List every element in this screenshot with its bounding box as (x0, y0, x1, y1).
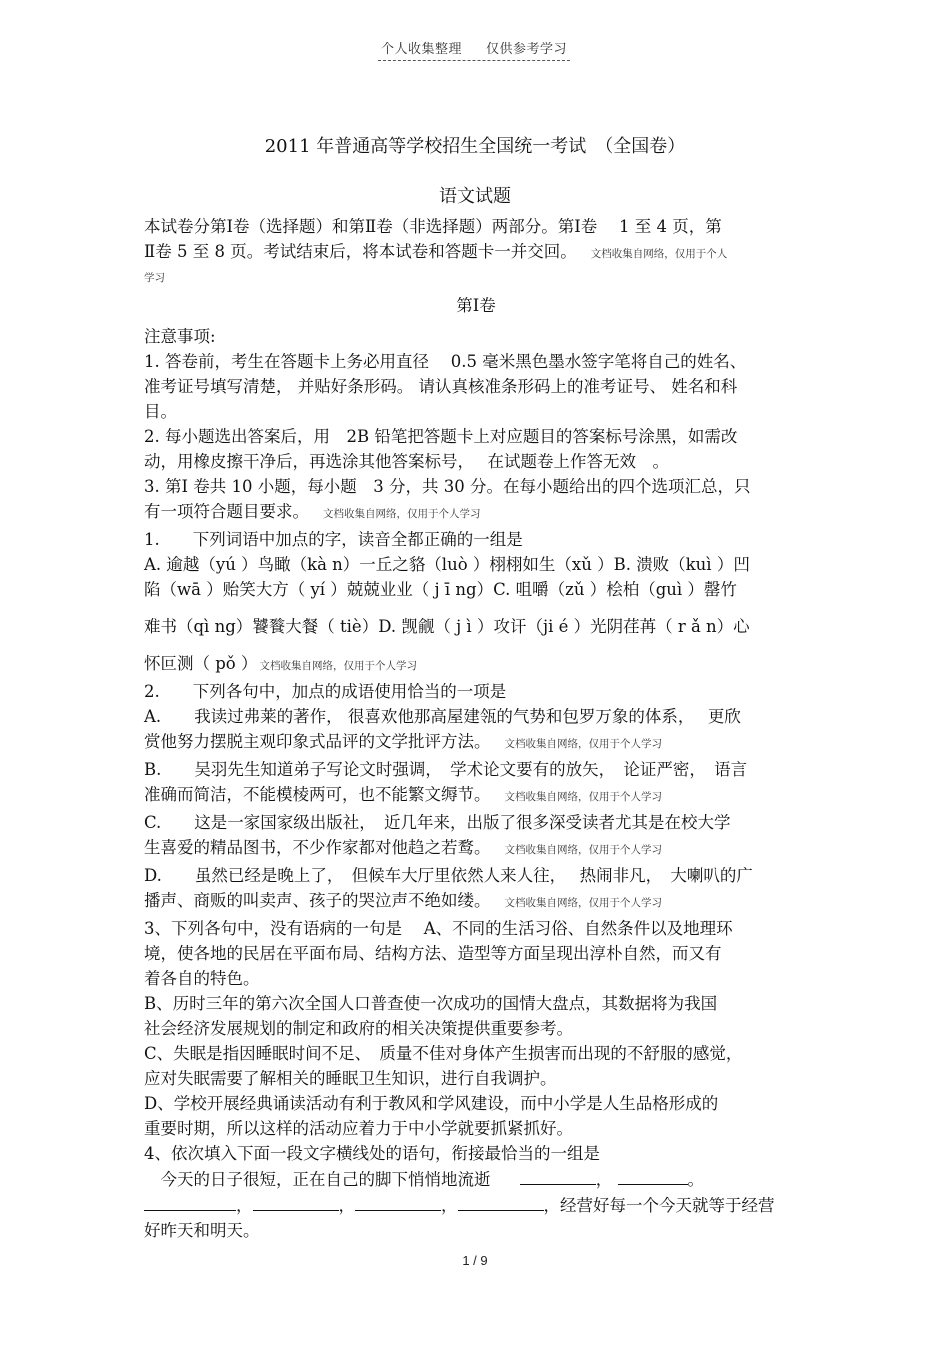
page-number: 1 / 9 (462, 1253, 488, 1268)
question-3-option-b: B、历时三年的第六次全国人口普查使一次成功的国情大盘点，其数据将为我国 (144, 994, 718, 1013)
question-1-options-end: 怀叵测（ pǒ ） 文档收集自网络，仅用于个人学习 (144, 654, 417, 673)
question-2-stem: 2. 下列各句中，加点的成语使用恰当的一项是 (144, 682, 507, 701)
question-3-option-c-cont: 应对失眠需要了解相关的睡眠卫生知识，进行自我调护。 (144, 1069, 557, 1088)
watermark-note: 文档收集自网络，仅用于个人学习 (504, 791, 662, 803)
question-2-option-c: C. 这是一家国家级出版社， 近几年来，出版了很多深受读者尤其是在校大学 (144, 813, 731, 832)
question-3-option-a: 境，使各地的民居在平面布局、结构方法、造型等方面呈现出淳朴自然，而又有 (144, 944, 722, 963)
question-1-options: 难书（qì ng）饕餮大餐（ tiè）D. 觊觎（ j ì ）攻讦（ji é ）光阴荏苒（ r ǎ n）心 (144, 617, 750, 636)
fill-blank (458, 1192, 544, 1211)
question-4-passage-cont: ， ， ， ，经营好每一个今天就等于经营 (144, 1192, 808, 1218)
intro-note-tail: 学习 (144, 272, 165, 284)
notice-2-cont: 动，用橡皮擦干净后，再选涂其他答案标号， 在试题卷上作答无效 。 (144, 452, 669, 471)
watermark-note: 文档收集自网络，仅用于个人学习 (504, 897, 662, 909)
notice-1-cont: 准考证号填写清楚， 并贴好条形码。 请认真核准条形码上的准考证号、 姓名和科 (144, 377, 738, 396)
document-title: 2011 年普通高等学校招生全国统一考试 （全国卷） (264, 136, 686, 157)
watermark-note: 文档收集自网络，仅用于个人学习 (504, 844, 662, 856)
question-2-option-b-cont: 准确而简洁，不能模棱两可，也不能繁文缛节。 文档收集自网络，仅用于个人学习 (144, 785, 662, 804)
question-3-option-a-end: 着各自的特色。 (144, 969, 260, 988)
notice-2: 2. 每小题选出答案后，用 2B 铅笔把答题卡上对应题目的答案标号涂黑，如需改 (144, 427, 738, 446)
watermark-note: 文档收集自网络，仅用于个人学习 (259, 660, 417, 672)
fill-blank (618, 1166, 688, 1185)
question-3-option-c: C、失眠是指因睡眠时间不足、 质量不佳对身体产生损害而出现的不舒服的感觉， (144, 1044, 743, 1063)
fill-blank (253, 1192, 339, 1211)
watermark-note: 文档收集自网络，仅用于个人学习 (323, 508, 481, 520)
question-4-passage-end: 好昨天和明天。 (144, 1221, 260, 1240)
question-1-stem: 1. 下列词语中加点的字，读音全都正确的一组是 (144, 530, 523, 549)
question-3-option-b-cont: 社会经济发展规划的制定和政府的相关决策提供重要参考。 (144, 1019, 573, 1038)
document-body (144, 214, 808, 1243)
fill-blank (520, 1166, 596, 1185)
page-header (378, 38, 570, 61)
fill-blank (144, 1192, 236, 1211)
header-left: 个人收集整理 (380, 42, 462, 57)
question-3-option-d-cont: 重要时期，所以这样的活动应着力于中小学就要抓紧抓好。 (144, 1119, 573, 1138)
intro-line-2: Ⅱ卷 5 至 8 页。考试结束后，将本试卷和答题卡一并交回。 文档收集自网络，仅用于个人 (144, 242, 728, 261)
question-3-option-d: D、学校开展经典诵读活动有利于教风和学风建设，而中小学是人生品格形成的 (144, 1094, 719, 1113)
question-2-option-b: B. 吴羽先生知道弟子写论文时强调， 学术论文要有的放矢， 论证严密， 语言 (144, 760, 748, 779)
question-2-option-d-cont: 播声、商贩的叫卖声、孩子的哭泣声不绝如缕。 文档收集自网络，仅用于个人学习 (144, 891, 662, 910)
question-2-option-c-cont: 生喜爱的精品图书，不少作家都对他趋之若鹜。 文档收集自网络，仅用于个人学习 (144, 838, 662, 857)
notice-3-cont: 有一项符合题目要求。 文档收集自网络，仅用于个人学习 (144, 502, 481, 521)
question-4-passage: 今天的日子很短，正在自己的脚下悄悄地流逝 ， 。 (144, 1166, 808, 1192)
question-4-stem: 4、依次填入下面一段文字横线处的语句，衔接最恰当的一组是 (144, 1144, 600, 1163)
question-2-option-d: D. 虽然已经是晚上了， 但候车大厅里依然人来人往， 热闹非凡， 大喇叭的广 (144, 866, 753, 885)
attention-heading: 注意事项: (144, 327, 216, 346)
document-subtitle: 语文试题 (439, 186, 511, 207)
question-1-options: A. 逾越（yú ）鸟瞰（kà n）一丘之貉（luò ）栩栩如生（xǔ ）B. 溃败（kuì ）凹 (144, 555, 750, 574)
notice-3: 3. 第Ⅰ 卷共 10 小题，每小题 3 分，共 30 分。在每小题给出的四个选项汇总，只 (144, 477, 751, 496)
notice-1: 1. 答卷前，考生在答题卡上务必用直径 0.5 毫米黑色墨水签字笔将自己的姓名、 (144, 352, 747, 371)
intro-line: 本试卷分第Ⅰ卷（选择题）和第Ⅱ卷（非选择题）两部分。第Ⅰ卷 1 至 4 页，第 (144, 217, 722, 236)
section-title: 第Ⅰ卷 (456, 296, 496, 315)
question-2-option-a: A. 我读过弗莱的著作， 很喜欢他那高屋建瓴的气势和包罗万象的体系， 更欣 (144, 707, 741, 726)
fill-blank (355, 1192, 441, 1211)
notice-1-end: 目。 (144, 402, 177, 421)
watermark-note: 文档收集自网络，仅用于个人学习 (504, 738, 662, 750)
header-right: 仅供参考学习 (486, 42, 568, 57)
question-2-option-a-cont: 赏他努力摆脱主观印象式品评的文学批评方法。 文档收集自网络，仅用于个人学习 (144, 732, 662, 751)
question-3-stem: 3、下列各句中，没有语病的一句是 A、不同的生活习俗、自然条件以及地理环 (144, 919, 733, 938)
watermark-note: 文档收集自网络，仅用于个人 (590, 248, 728, 260)
question-1-options: 陷（wā ）贻笑大方（ yí ）兢兢业业（ j ī ng）C. 咀嚼（zǔ ）桧柏（guì ）罄竹 (144, 580, 737, 599)
